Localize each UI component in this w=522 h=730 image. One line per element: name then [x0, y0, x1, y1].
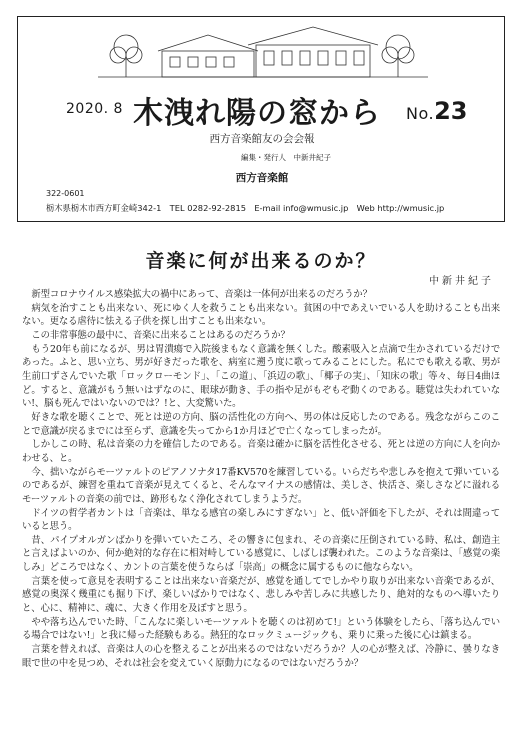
article-author: 中新井紀子: [429, 276, 494, 287]
newsletter-masthead: [17, 16, 505, 222]
paragraph: 言葉を替えれば、音楽は人の心を整えることが出来るのではないだろうか？人の心が整えば、冷静に、曇りなき眼で世の中を見つめ、それは社会を変えていく原動力になるのではないだろうか？: [22, 644, 500, 669]
paragraph: もう20年も前になるが、男は胃潰瘍で入院後まもなく意識を無くした。酸素吸入と点滴で生かされているだけであった。ふと、思い立ち、男が好きだった歌を、病室に遡う度に歌ってみることにした。私にでも歌える歌、男が生前口ずさんでいた歌「ロックローモンド」、「この道」、「浜辺の歌」、「椰子の実」、「知床の歌」等々、毎日4曲ほど。すると、意識がもう無いはずなのに、眼球が動き、手の指や足がもぞもぞ動くのである。聴覚は失われていない!、脳も死んではいないのでは？!と、大変驚いた。: [22, 343, 500, 410]
article-headline: 音楽に何が出来るのか？: [145, 250, 377, 272]
building-illustration: [98, 21, 428, 79]
issue-number: [406, 97, 467, 125]
paragraph: しかしこの時、私は音楽の力を確信したのである。音楽は確かに脳を活性化させる、死とは逆の方向に人を向かわせる、と。: [22, 439, 500, 464]
paragraph: 言葉を使って意見を表明することは出来ない音楽だが、感覚を通してでしかやり取りが出来ない音楽であるが、感覚の奥深く幾重にも掘り下げ、楽しいばかりではなく、悲しみや苦しみに共感したり、絶対的なものへ導いたりと、心に、精神に、魂に、大きく作用を及ぼすと思う。: [22, 575, 500, 615]
paragraph: 昔、パイプオルガンばかりを弾いていたころ、その響きに包まれ、その音楽に圧倒されている時、私は、創造主と言えばよいのか、何か絶対的な存在に相対峙している感覚に、しばしば襲われた。このような音楽は、「感覚の楽しみ」どころではなく、カントの言葉を使うならば「崇高」の概念に属するものに他ならない。: [22, 534, 500, 574]
article-body: [22, 288, 500, 670]
paragraph: ドイツの哲学者カントは「音楽は、単なる感官の楽しみにすぎない」と、低い評価を下したが、それは間違っていると思う。: [22, 507, 500, 533]
newsletter-title: 木洩れ陽の窓から: [133, 96, 381, 131]
issue-label: No.: [406, 104, 435, 123]
paragraph: やや落ち込んでいた時、「こんなに楽しいモーツァルトを聴くのは初めて!」という体験をしたら、「落ち込んでいる場合ではない!」と我に帰った経験もある。熱狂的なロックミュージックも、乗りに乗った後に心は鎮まる。: [22, 616, 500, 642]
contact-address: 栃木県栃木市西方町金崎342-1 TEL 0282-92-2815 E-mail info@wmusic.jp Web http://wmusic.jp: [46, 203, 445, 213]
paragraph: 病気を治すことも出来ない、死にゆく人を救うことも出来ない。貧困の中であえいでいる人を助けることも出来ない。更なる虐待に怯える子供を探し出すことも出来ない。: [22, 302, 500, 328]
issue-value: 23: [434, 97, 468, 125]
issue-date: 2020. 8: [66, 101, 123, 117]
postal-code: 322-0601: [46, 189, 85, 198]
paragraph: この非常事態の最中に、音楽に出来ることはあるのだろうか？: [31, 329, 290, 341]
paragraph: 新型コロナウイルス感染拡大の禍中にあって、音楽は一体何が出来るのだろうか？: [31, 289, 372, 300]
editor-credit: 編集・発行人 中新井紀子: [241, 153, 331, 162]
paragraph: 好きな歌を聴くことで、死とは逆の方向、脳の活性化の方向へ、男の体は反応したのである。残念ながらこのことで意識が戻るまでには至らず、意識を失ってから1か月ほどで亡くなってしまったが。: [22, 411, 500, 437]
publisher-name: 西方音楽館: [235, 172, 289, 184]
paragraph: 今、拙いながらモーツァルトのピアノソナタ17番KV570を練習している。いらだちや悲しみを抱えて弾いているのであるが、練習を重ねて音楽が見えてくると、そんなマイナスの感情は、美しさ、快活さ、楽しさなどに溢れるモーツァルトの音楽の前では、跡形もなく浄化されてしまうようだ。: [22, 466, 500, 505]
newsletter-subtitle: 西方音楽館友の会会報: [209, 133, 315, 145]
